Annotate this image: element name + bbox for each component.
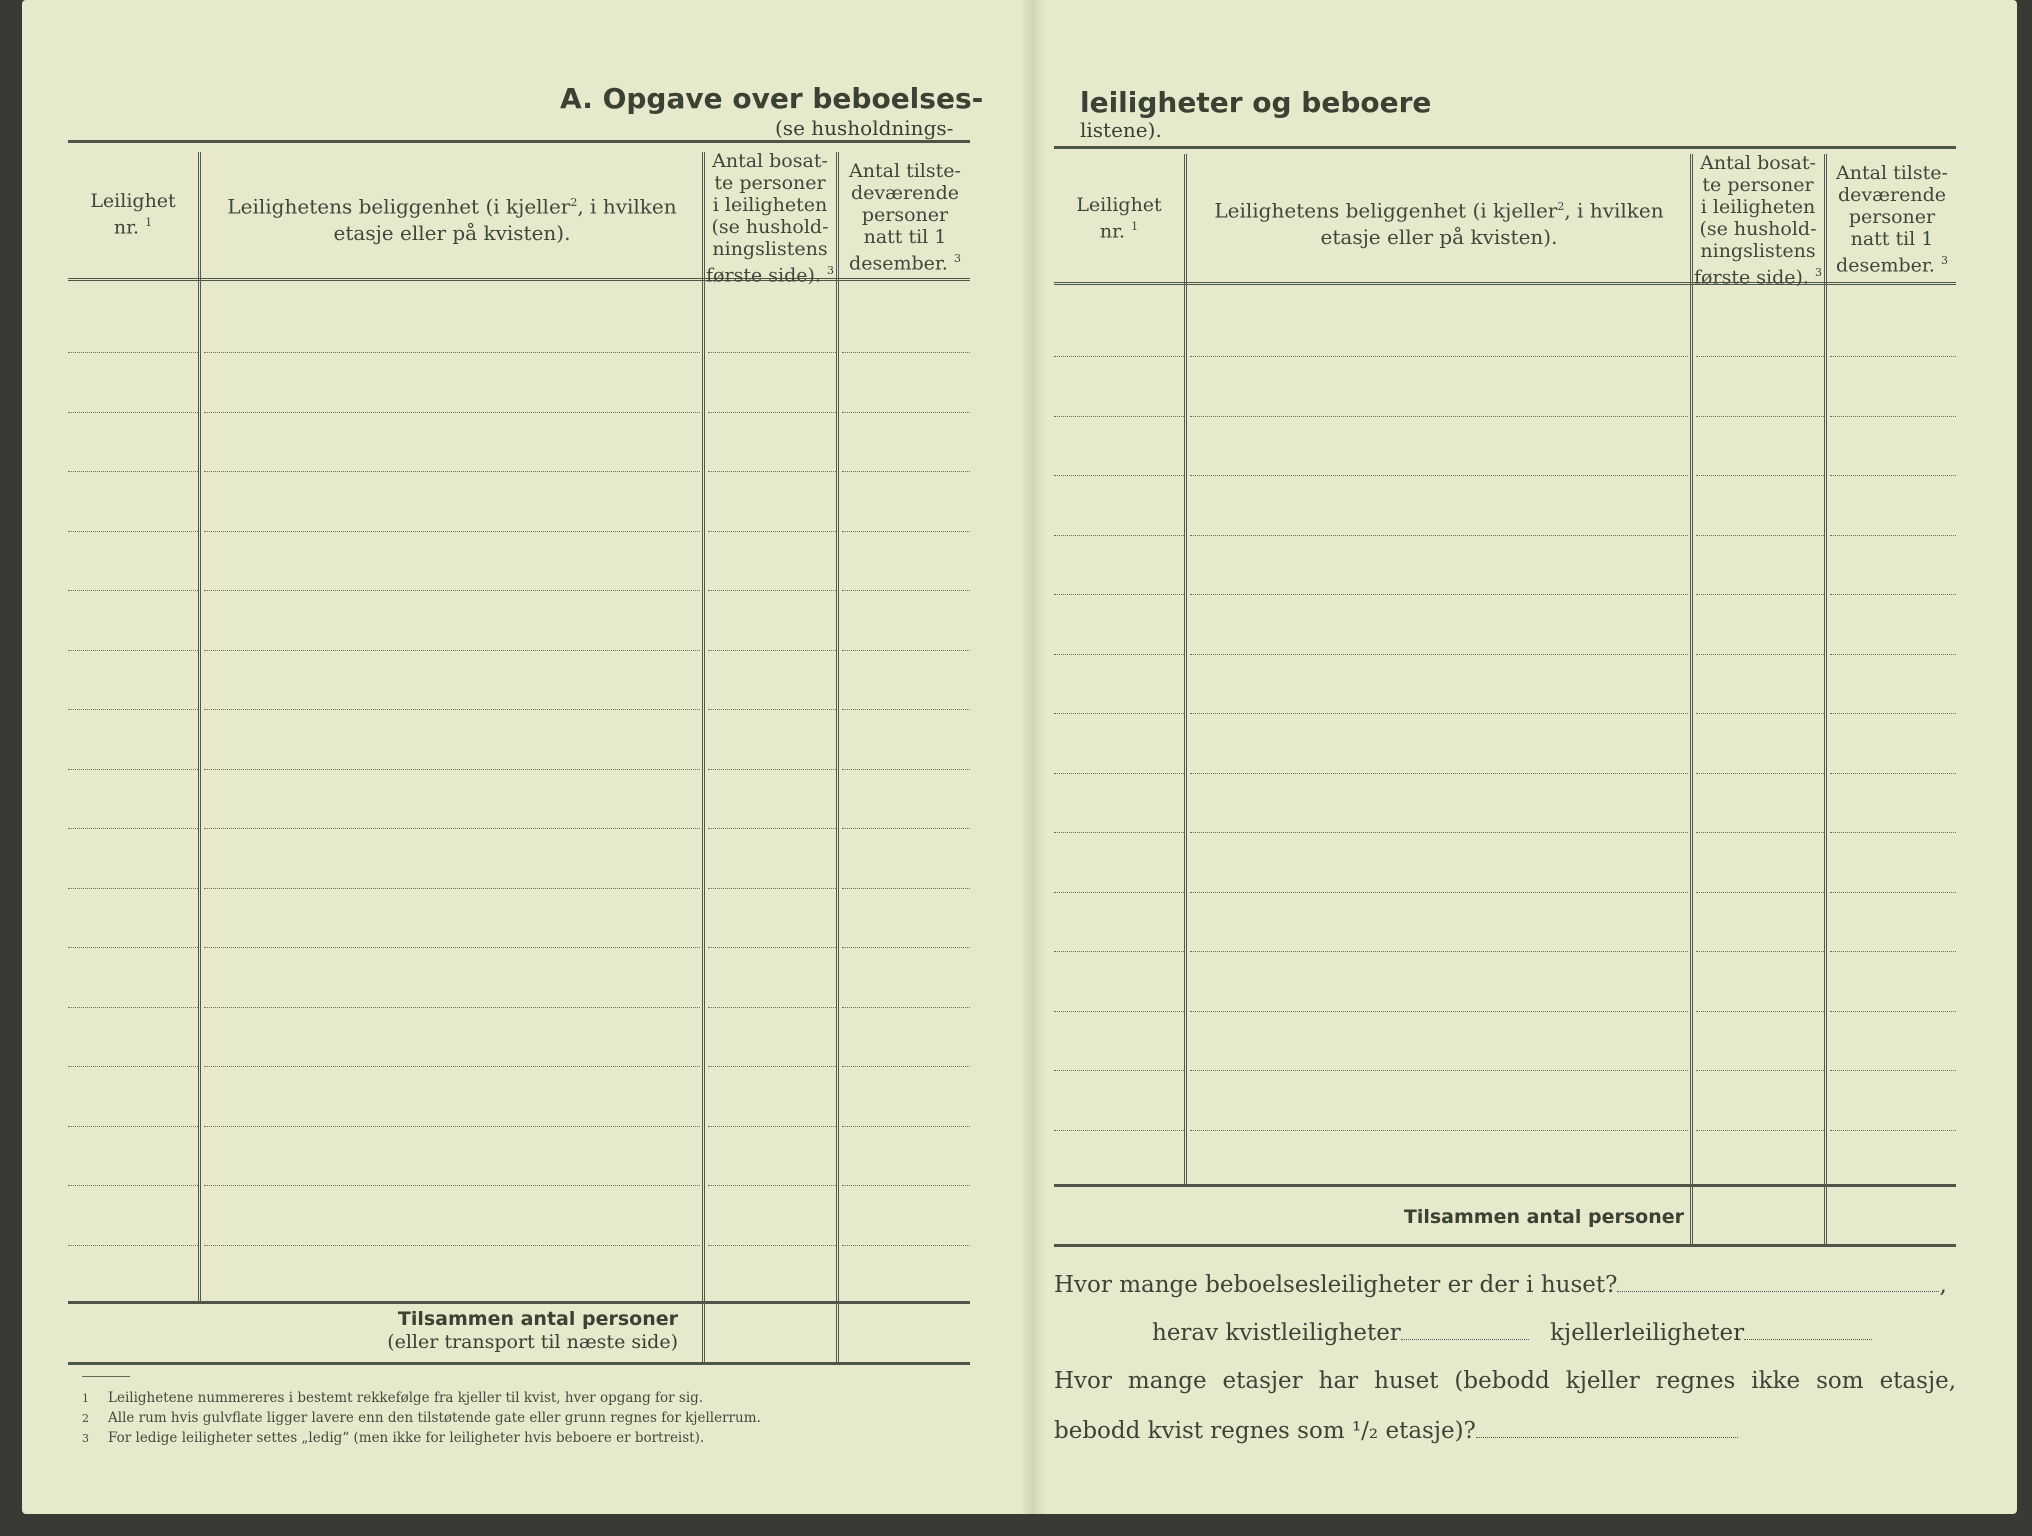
row-line (1696, 773, 1824, 774)
row-line (204, 709, 700, 710)
row-line (204, 412, 700, 413)
question-dwellings-count: Hvor mange beboelsesleiligheter er der i huset? , (1054, 1272, 1947, 1298)
row-line (708, 888, 836, 889)
right-total-label: Tilsammen antal personer (1403, 1206, 1684, 1228)
row-line (842, 412, 970, 413)
col-present-persons-header: Antal tilste- deværende personer natt til 1 desember. $^3$ (1836, 162, 1948, 277)
row-line (68, 1245, 198, 1246)
row-line (842, 769, 970, 770)
right-title: leiligheter og beboere (1080, 86, 1432, 119)
row-line (204, 1185, 700, 1186)
row-line (1696, 832, 1824, 833)
row-line (708, 769, 836, 770)
row-line (1054, 1011, 1184, 1012)
row-line (1830, 892, 1956, 893)
left-title: A. Opgave over beboelses- (560, 82, 984, 115)
footnote-1: 1 Leilighetene nummereres i bestemt rekkefølge fra kjeller til kvist, hver opgang for sig. (82, 1390, 704, 1406)
row-line (708, 590, 836, 591)
row-line (842, 352, 970, 353)
col-location-header: Leilighetens beliggenhet (i kjeller$^2$, i hvilken etasje eller på kvisten). (1214, 198, 1664, 249)
page-fold (1020, 0, 1046, 1514)
row-line (68, 709, 198, 710)
row-line (1054, 1070, 1184, 1071)
answer-dwellings-count[interactable] (1617, 1291, 1939, 1292)
col-resident-persons-header: Antal bosat- te personer i leiligheten (se hushold- ningslistens første side). $^3$ (706, 150, 834, 287)
row-line (204, 769, 700, 770)
row-line (842, 650, 970, 651)
row-line (842, 590, 970, 591)
row-line (204, 471, 700, 472)
row-line (708, 650, 836, 651)
row-line (1054, 654, 1184, 655)
row-line (1190, 654, 1688, 655)
right-subtitle: listene). (1080, 118, 1162, 142)
row-line (1830, 535, 1956, 536)
row-line (1830, 594, 1956, 595)
row-line (1190, 892, 1688, 893)
row-line (708, 1066, 836, 1067)
row-line (1696, 416, 1824, 417)
row-line (1830, 773, 1956, 774)
row-line (204, 947, 700, 948)
row-line (68, 471, 198, 472)
row-line (1054, 356, 1184, 357)
row-line (68, 531, 198, 532)
row-line (68, 1066, 198, 1067)
left-apartment-table (68, 140, 970, 1365)
row-line (68, 769, 198, 770)
row-line (204, 888, 700, 889)
row-line (708, 531, 836, 532)
row-line (1696, 892, 1824, 893)
row-line (1696, 1070, 1824, 1071)
row-line (1054, 713, 1184, 714)
row-line (1696, 1130, 1824, 1131)
row-line (1830, 1070, 1956, 1071)
footnote-2: 2 Alle rum hvis gulvflate ligger lavere enn den tilstøtende gate eller grunn regnes for kjellerrum. (82, 1410, 761, 1426)
row-line (1054, 832, 1184, 833)
row-line (204, 1066, 700, 1067)
row-line (1190, 713, 1688, 714)
row-line (708, 1126, 836, 1127)
row-line (842, 471, 970, 472)
row-line (1830, 654, 1956, 655)
question-floors-line2: bebodd kvist regnes som ¹/₂ etasje)? (1054, 1418, 1738, 1444)
row-line (204, 531, 700, 532)
row-line (1054, 535, 1184, 536)
col-apartment-nr-header: Leilighet nr. $^1$ (90, 190, 176, 239)
row-line (1696, 356, 1824, 357)
row-line (1190, 1130, 1688, 1131)
row-line (842, 709, 970, 710)
row-line (1696, 475, 1824, 476)
row-line (68, 1185, 198, 1186)
row-line (1696, 654, 1824, 655)
row-line (1830, 1130, 1956, 1131)
row-line (204, 828, 700, 829)
row-line (68, 947, 198, 948)
row-line (204, 1126, 700, 1127)
row-line (1696, 951, 1824, 952)
row-line (1190, 773, 1688, 774)
row-line (708, 352, 836, 353)
row-line (1054, 475, 1184, 476)
row-line (708, 1185, 836, 1186)
row-line (68, 1007, 198, 1008)
row-line (204, 352, 700, 353)
row-line (708, 1245, 836, 1246)
col-present-persons-header: Antal tilste- deværende personer natt til 1 desember. $^3$ (849, 160, 961, 275)
footnote-rule (82, 1376, 130, 1377)
answer-cellar-count[interactable] (1744, 1339, 1872, 1340)
row-line (1190, 535, 1688, 536)
row-line (1190, 475, 1688, 476)
row-line (68, 412, 198, 413)
answer-floors-count[interactable] (1476, 1437, 1738, 1438)
row-line (842, 947, 970, 948)
right-apartment-table (1054, 146, 1956, 1246)
row-line (1054, 416, 1184, 417)
row-line (1054, 594, 1184, 595)
row-line (842, 1245, 970, 1246)
row-line (68, 590, 198, 591)
row-line (68, 352, 198, 353)
row-line (1054, 773, 1184, 774)
row-line (204, 590, 700, 591)
row-line (842, 1007, 970, 1008)
row-line (68, 888, 198, 889)
row-line (1830, 416, 1956, 417)
row-line (842, 1066, 970, 1067)
left-total-sublabel: (eller transport til næste side) (387, 1331, 678, 1353)
left-subtitle: (se husholdnings- (775, 116, 954, 140)
left-total-label: Tilsammen antal personer (397, 1308, 678, 1330)
col-resident-persons-header: Antal bosat- te personer i leiligheten (se hushold- ningslistens første side). $^3$ (1694, 152, 1822, 289)
row-line (204, 650, 700, 651)
row-line (708, 1007, 836, 1008)
row-line (708, 709, 836, 710)
row-line (708, 828, 836, 829)
row-line (1830, 356, 1956, 357)
row-line (1190, 1011, 1688, 1012)
row-line (1054, 951, 1184, 952)
row-line (708, 947, 836, 948)
row-line (842, 888, 970, 889)
row-line (1696, 1011, 1824, 1012)
row-line (1830, 713, 1956, 714)
row-line (1830, 951, 1956, 952)
col-location-header: Leilighetens beliggenhet (i kjeller$^2$, i hvilken etasje eller på kvisten). (227, 194, 677, 245)
row-line (1696, 713, 1824, 714)
row-line (1190, 951, 1688, 952)
answer-attic-count[interactable] (1401, 1339, 1529, 1340)
row-line (1830, 832, 1956, 833)
row-line (1054, 1130, 1184, 1131)
row-line (842, 1126, 970, 1127)
col-apartment-nr-header: Leilighet nr. $^1$ (1076, 194, 1162, 243)
row-line (68, 650, 198, 651)
question-attic-cellar: herav kvistleiligheter kjellerleiligheter (1152, 1320, 1872, 1346)
row-line (842, 531, 970, 532)
row-line (1190, 356, 1688, 357)
row-line (842, 1185, 970, 1186)
row-line (1190, 1070, 1688, 1071)
row-line (1830, 475, 1956, 476)
row-line (708, 471, 836, 472)
row-line (68, 1126, 198, 1127)
row-line (68, 828, 198, 829)
row-line (1696, 594, 1824, 595)
row-line (1190, 594, 1688, 595)
row-line (1054, 892, 1184, 893)
row-line (1696, 535, 1824, 536)
row-line (204, 1245, 700, 1246)
question-floors-line1: Hvor mange etasjer har huset (bebodd kjeller regnes ikke som etasje, (1054, 1368, 1956, 1394)
row-line (1830, 1011, 1956, 1012)
row-line (204, 1007, 700, 1008)
row-line (1190, 416, 1688, 417)
row-line (708, 412, 836, 413)
row-line (842, 828, 970, 829)
row-line (1190, 832, 1688, 833)
footnote-3: 3 For ledige leiligheter settes „ledig“ (men ikke for leiligheter hvis beboere er bortreist). (82, 1430, 705, 1446)
